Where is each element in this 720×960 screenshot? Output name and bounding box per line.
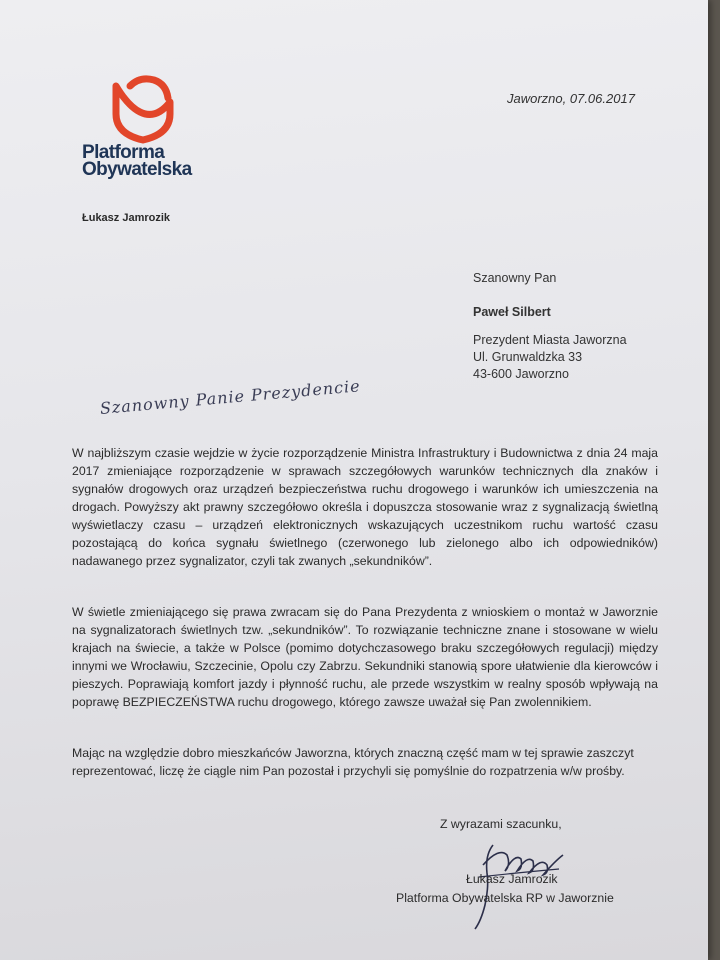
recipient-street: Ul. Grunwaldzka 33 [473,350,583,364]
body-paragraph-2: W świetle zmieniającego się prawa zwracam się do Pana Prezydenta z wnioskiem o montaż w Jaworznie na sygnalizatorach świetlnych tzw. „sekundników”. To rozwiązanie techniczne znane i stosowane w wielu krajach na świecie, a także w Polsce (pomimo dotychczasowego braku szczegółowych regulacji) między innymi we Wrocławiu, Szczecinie, Opolu czy Zabrzu. Sekundniki stanowią spore ułatwienie dla kierowców i pieszych. Poprawiają komfort jazdy i płynność ruchu, ale przede wszystkim w realny sposób wpływają na poprawę BEZPIECZEŃSTWA ruchu drogowego, którego zawsze uważał się Pan zwolennikiem. [72,605,658,709]
recipient-city: 43-600 Jaworzno [473,367,569,381]
letter-date: Jaworzno, 07.06.2017 [507,91,635,106]
body-paragraph-1: W najbliższym czasie wejdzie w życie rozporządzenie Ministra Infrastruktury i Budownictwa z dnia 24 maja 2017 zmieniające rozporządzenie w sprawach szczegółowych warunków technicznych dla znaków i sygnałów drogowych oraz urządzeń bezpieczeństwa ruchu drogowego i warunków ich umieszczenia na drogach. Powyższy akt prawny szczegółowo określa i dopuszcza stosowanie wraz z sygnalizacją świetlną wyświetlaczy czasu – urządzeń elektronicznych wskazujących uczestnikom ruchu wartość czasu pozostającą do końca sygnału świetlnego (czerwonego lub zielonego albo ich odpowiedników) nadawanego przez sygnalizator, czyli tak zwanych „sekundników”. [72,446,658,568]
logo-line-2: Obywatelska [82,159,192,180]
party-logo-text [82,144,242,178]
handwritten-greeting: Szanowny Panie Prezydencie [99,376,362,418]
signer-name: Łukasz Jamrozik [466,872,558,886]
recipient-title: Prezydent Miasta Jaworzna [473,333,627,347]
recipient-salutation: Szanowny Pan [473,271,557,285]
body-paragraph-3: Mając na względzie dobro mieszkańców Jaworzna, których znaczną część mam w tej sprawie zaszczyt reprezentować, liczę że ciągle nim Pan pozostał i przychyli się pomyślnie do rozpatrzenia w/w prośby. [72,746,634,778]
recipient-name: Paweł Silbert [473,305,551,319]
party-logo-icon [110,72,176,144]
closing-phrase: Z wyrazami szacunku, [440,817,562,831]
signer-organization: Platforma Obywatelska RP w Jaworznie [396,891,614,905]
logo-line-1: Platforma [82,142,165,163]
author-header: Łukasz Jamrozik [82,212,171,224]
